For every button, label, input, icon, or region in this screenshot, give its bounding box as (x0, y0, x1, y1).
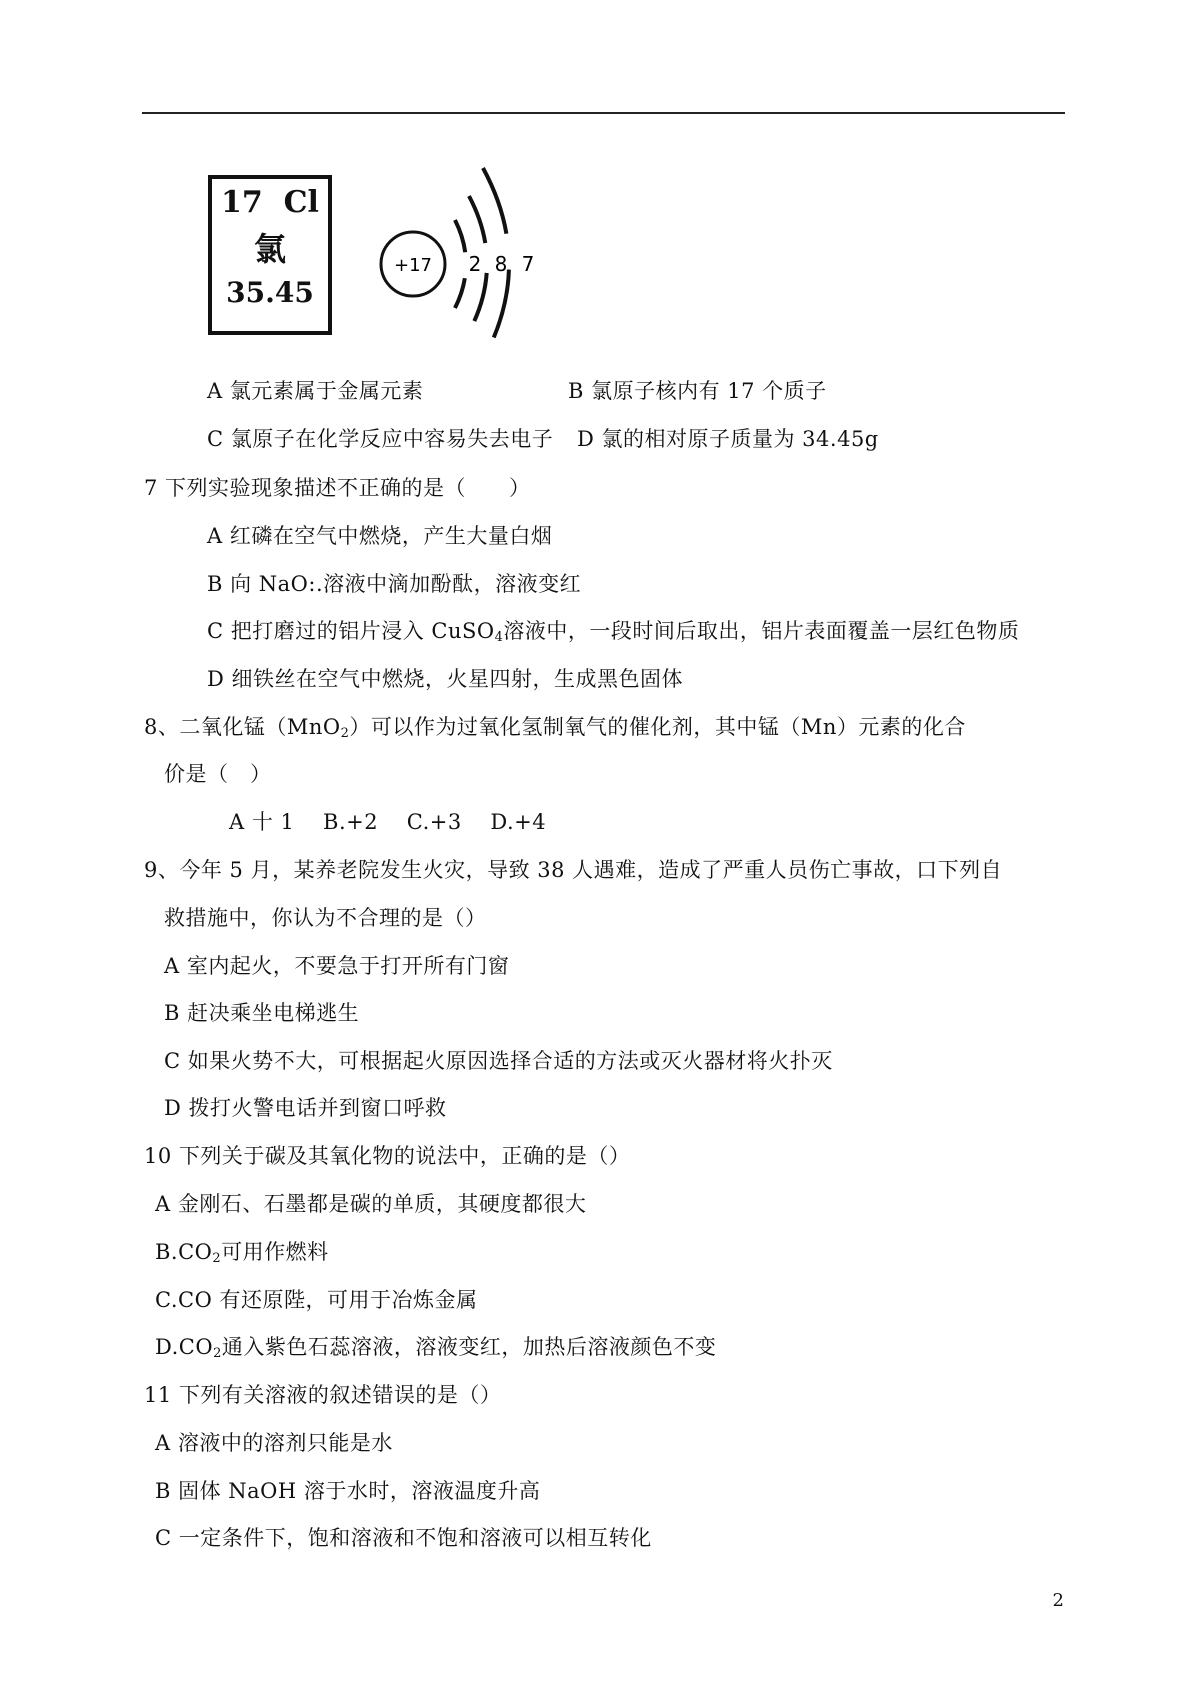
q9-option-c: C 如果火势不大，可根据起火原因选择合适的方法或灭火器材将火扑灭 (164, 1049, 833, 1073)
element-mass: 35.45 (226, 276, 314, 309)
q6-option-a: A 氯元素属于金属元素 (207, 379, 424, 403)
q10-option-b-text: B.CO (155, 1240, 213, 1264)
q9-stem-line2: 救措施中，你认为不合理的是（） (164, 906, 487, 930)
page-number: 2 (1052, 1590, 1064, 1611)
q7-option-c (207, 617, 1019, 652)
q7-option-c-subscript: 4 (494, 630, 504, 645)
q10-option-c: C.CO 有还原陛，可用于冶炼金属 (155, 1288, 478, 1312)
q6-option-b: B 氯原子核内有 17 个质子 (568, 379, 827, 403)
q10-option-d-text-rest: 通入紫色石蕊溶液，溶液变红，加热后溶液颜色不变 (221, 1335, 717, 1359)
q11-option-b: B 固体 NaOH 溶于水时，溶液温度升高 (155, 1479, 541, 1503)
q7-option-c-text-rest: 溶液中，一段时间后取出，铝片表面覆盖一层红色物质 (503, 619, 1020, 643)
q10-option-b-text-rest: 可用作燃料 (221, 1240, 329, 1264)
q7-option-a: A 红磷在空气中燃烧，产生大量白烟 (207, 524, 553, 548)
q8-stem-line2: 价是（ ） (164, 762, 272, 786)
shell-electrons-3: 7 (521, 252, 535, 276)
atom-structure-diagram (375, 160, 555, 360)
nucleus-charge: +17 (394, 255, 432, 276)
q8-stem-subscript: 2 (340, 726, 350, 741)
electron-shell-1 (455, 220, 466, 308)
q10-option-d (155, 1333, 716, 1368)
element-number-symbol (212, 185, 328, 220)
q10-option-d-text: D.CO (155, 1335, 214, 1359)
q8-options: A 十 1 B.+2 C.+3 D.+4 (229, 810, 547, 834)
q7-stem: 7 下列实验现象描述不正确的是（ ） (144, 476, 531, 500)
q9-option-d: D 拨打火警电话并到窗口呼救 (164, 1096, 447, 1120)
q7-option-c-text: C 把打磨过的铝片浸入 CuSO (207, 619, 495, 643)
element-symbol: Cl (283, 185, 319, 220)
q8-stem-line1 (144, 713, 966, 748)
q11-option-c: C 一定条件下，饱和溶液和不饱和溶液可以相互转化 (155, 1526, 652, 1550)
q6-option-c: C 氯原子在化学反应中容易失去电子 (207, 427, 554, 451)
q8-stem-text: 8、二氧化锰（MnO (144, 715, 341, 739)
q10-option-b (155, 1238, 329, 1273)
q10-option-b-subscript: 2 (212, 1251, 222, 1266)
q7-option-d: D 细铁丝在空气中燃烧，火星四射，生成黑色固体 (207, 667, 684, 691)
header-rule (142, 112, 1065, 114)
q10-stem: 10 下列关于碳及其氧化物的说法中，正确的是（） (144, 1144, 631, 1168)
q7-option-b: B 向 NaO:.溶液中滴加酚酞，溶液变红 (207, 572, 582, 596)
q9-option-b: B 赶决乘坐电梯逃生 (164, 1001, 360, 1025)
q10-option-a: A 金刚石、石墨都是碳的单质，其硬度都很大 (155, 1192, 587, 1216)
q10-option-d-subscript: 2 (213, 1346, 222, 1361)
q9-option-a: A 室内起火，不要急于打开所有门窗 (164, 954, 510, 978)
shell-electrons-2: 8 (494, 252, 508, 276)
q9-stem-line1: 9、今年 5 月，某养老院发生火灾，导致 38 人遇难，造成了严重人员伤亡事故，口下列自 (144, 858, 1003, 882)
element-card (208, 175, 332, 335)
element-number: 17 (221, 185, 263, 220)
shell-electrons-1: 2 (468, 252, 482, 276)
q6-option-d: D 氯的相对原子质量为 34.45g (577, 427, 879, 451)
q8-stem-text-rest: ）可以作为过氧化氢制氧气的催化剂，其中锰（Mn）元素的化合 (349, 715, 966, 739)
q11-stem: 11 下列有关溶液的叙述错误的是（） (144, 1383, 502, 1407)
q11-option-a: A 溶液中的溶剂只能是水 (155, 1431, 393, 1455)
element-name: 氯 (253, 230, 286, 268)
